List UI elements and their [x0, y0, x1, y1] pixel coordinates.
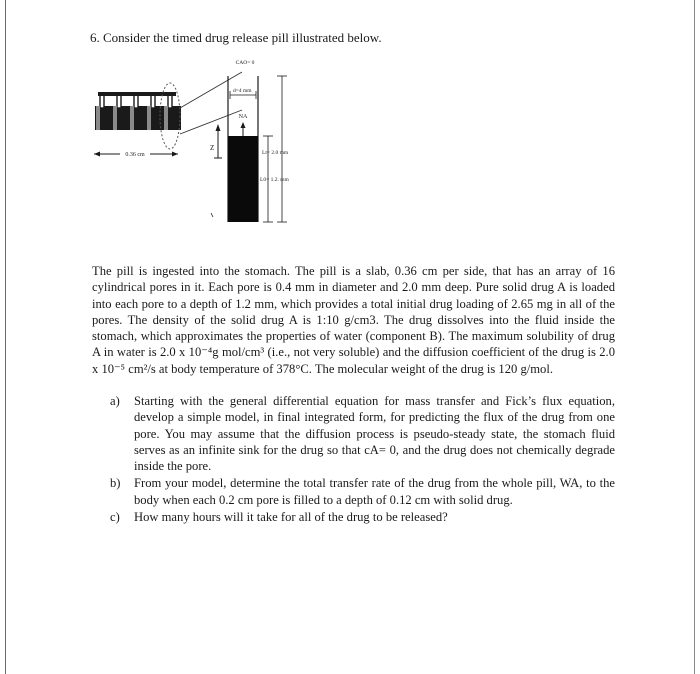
right-border — [694, 0, 695, 674]
left-border — [5, 0, 6, 674]
z-axis — [210, 124, 222, 217]
question-item-b — [110, 475, 615, 508]
question-item-a — [110, 393, 615, 474]
solid-drug-fill — [228, 136, 258, 222]
na-label: NA — [238, 114, 248, 120]
question-list — [110, 393, 615, 526]
item-label: b) — [110, 476, 121, 491]
width-label: 0.36 cm — [125, 152, 145, 158]
pore-cross-section — [228, 76, 258, 222]
lt-dimension — [262, 76, 289, 222]
question-item-c — [110, 509, 615, 525]
lt-label: Lt= 2.0 mm — [262, 150, 289, 156]
item-text: From your model, determine the total transfer rate of the drug from the whole pill, WA, to the body when each 0.2 cm pore is filled to a depth of 0.12 cm with solid drug. — [134, 476, 615, 507]
l0-label: L0= 1.2. mm — [260, 177, 289, 183]
problem-paragraph: The pill is ingested into the stomach. The pill is a slab, 0.36 cm per side, that has an array of 16 cylindrical pores in it. Each pore is 0.4 mm in diameter and 2.0 mm deep. Pure solid drug A is loaded into each pore to a depth of 1.2 mm, which provides a total initial drug loading of 2.65 mg in all of the pores. The density of the solid drug A is 1:10 g/cm3. The drug dissolves into the fluid inside the stomach, which approximates the properties of water (component B). The maximum solubility of drug A in water is 2.0 x 10⁻⁴g mol/cm³ (i.e., not very soluble) and the diffusion coefficient of the drug is 2.0 x 10⁻⁵ cm²/s at body temperature of 378°C. The molecular weight of the drug is 120 g/mol. — [92, 264, 615, 376]
diameter-label: d=4 mm — [233, 88, 252, 94]
cao-label: CAO= 0 — [235, 60, 255, 66]
pill-diagram — [90, 52, 330, 227]
item-text: Starting with the general differential equation for mass transfer and Fick’s flux equation, develop a simple model, in final integrated form, for predicting the flux of the drug from one pore. You may assume that the diffusion process is pseudo-steady state, the stomach fluid serves as an infinite sink for the drug so that cA= 0, and the drug does not chemically degrade inside the pore. — [134, 394, 615, 474]
z-label: Z — [210, 144, 215, 152]
pill-slab — [95, 92, 181, 130]
l0-dimension — [260, 136, 289, 222]
question-title: 6. Consider the timed drug release pill illustrated below. — [90, 30, 382, 45]
diameter-dimension — [230, 88, 256, 99]
item-text: How many hours will it take for all of the drug to be released? — [134, 510, 448, 525]
flux-arrow — [239, 114, 248, 136]
item-label: c) — [110, 510, 120, 525]
width-dimension — [94, 149, 178, 158]
item-label: a) — [110, 394, 120, 408]
